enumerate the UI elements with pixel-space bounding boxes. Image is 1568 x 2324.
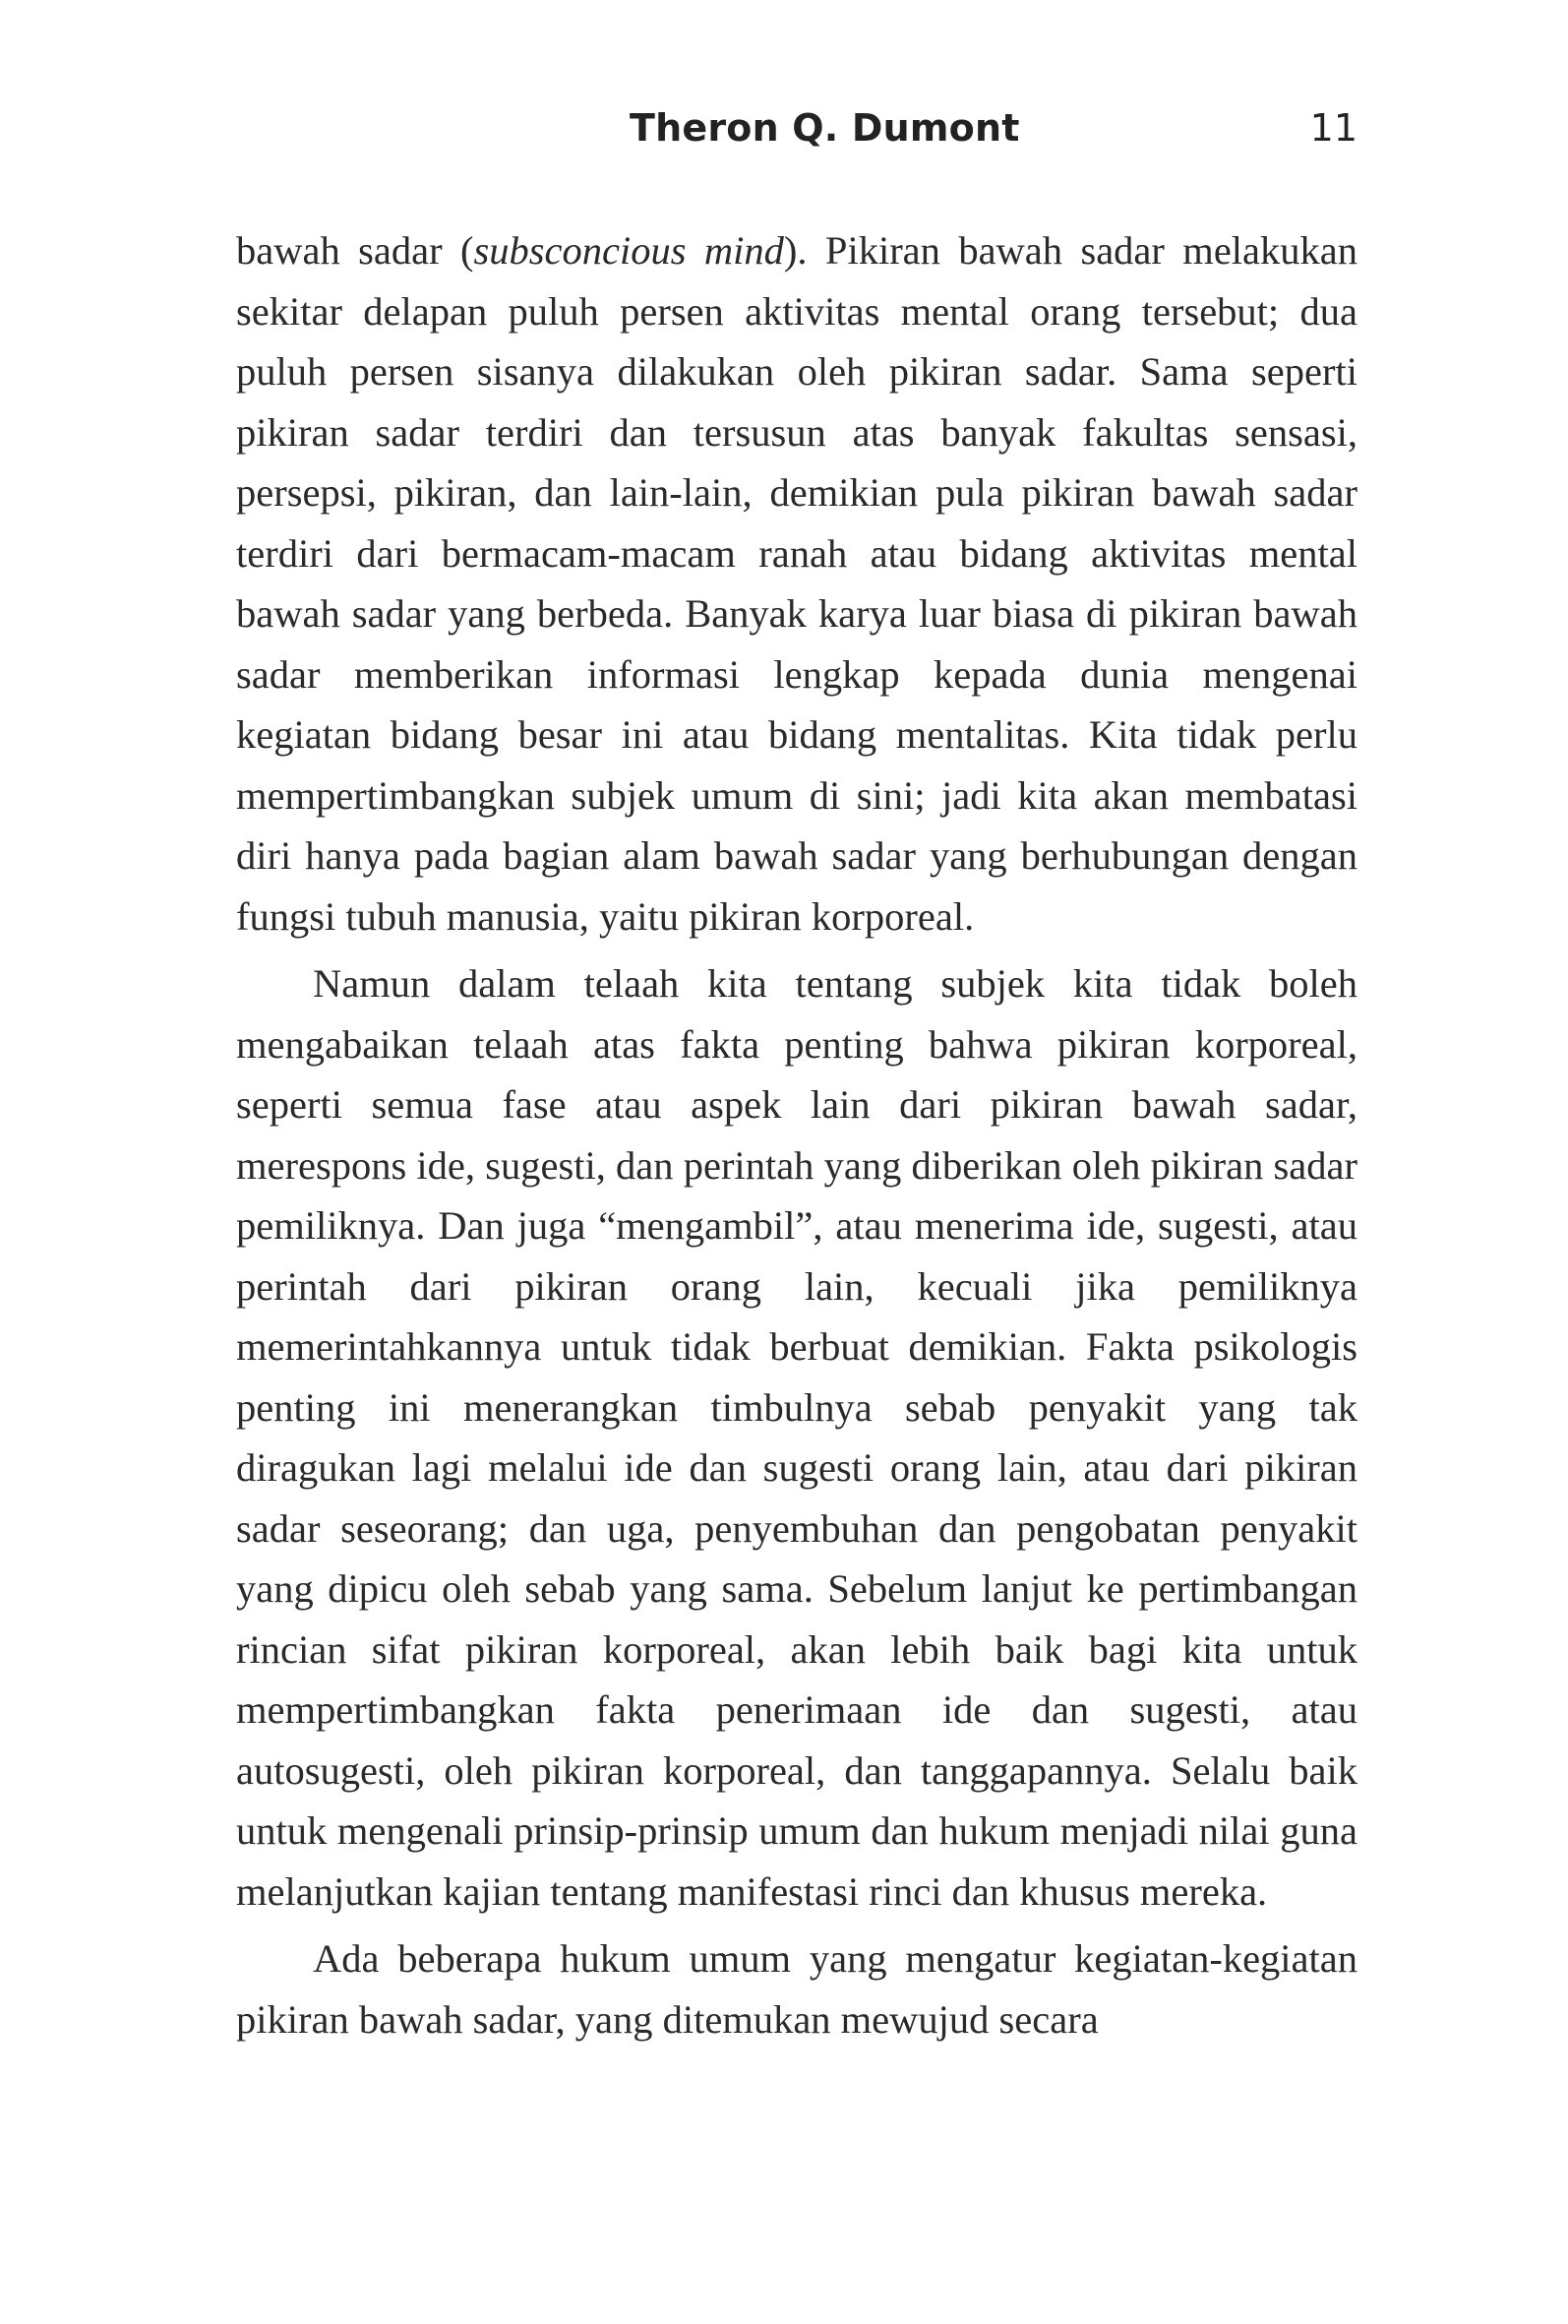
paragraph-continued xyxy=(236,220,1357,947)
running-header xyxy=(236,106,1357,165)
paragraph-text: ). Pikiran bawah sadar melakukan sekitar delapan puluh persen aktivitas mental orang tersebut; dua puluh persen sisanya dilakukan oleh pikiran sadar. Sama seperti pikiran sadar terdiri dan tersusun atas banyak fakultas sensasi, persepsi, pikiran, dan lain-lain, demikian pula pikiran bawah sadar terdiri dari bermacam-macam ranah atau bidang aktivitas mental bawah sadar yang berbeda. Banyak karya luar biasa di pikiran bawah sadar memberikan informasi lengkap kepada dunia mengenai kegiatan bidang besar ini atau bidang mentalitas. Kita tidak perlu mempertimbangkan subjek umum di sini; jadi kita akan membatasi diri hanya pada bagian alam bawah sadar yang berhubungan dengan fungsi tubuh manusia, yaitu pikiran korporeal. xyxy=(236,228,1357,939)
paragraph: Ada beberapa hukum umum yang mengatur kegiatan-kegiatan pikiran bawah sadar, yang ditemukan mewujud secara xyxy=(236,1936,1357,2042)
italic-term: subsconcious mind xyxy=(473,228,784,273)
author-name: Theron Q. Dumont xyxy=(630,106,1020,150)
paragraph-text: bawah sadar ( xyxy=(236,228,474,273)
page-number: 11 xyxy=(1309,106,1357,150)
body-text xyxy=(236,220,1357,2056)
paragraph: Namun dalam telaah kita tentang subjek kita tidak boleh mengabaikan telaah atas fakta penting bahwa pikiran korporeal, seperti semua fase atau aspek lain dari pikiran bawah sadar, merespons ide, sugesti, dan perintah yang diberikan oleh pikiran sadar pemiliknya. Dan juga “mengambil”, atau menerima ide, sugesti, atau perintah dari pikiran orang lain, kecuali jika pemiliknya memerintahkannya untuk tidak berbuat demikian. Fakta psikologis penting ini menerangkan timbulnya sebab penyakit yang tak diragukan lagi melalui ide dan sugesti orang lain, atau dari pikiran sadar seseorang; dan uga, penyembuhan dan pengobatan penyakit yang dipicu oleh sebab yang sama. Sebelum lanjut ke pertimbangan rincian sifat pikiran korporeal, akan lebih baik bagi kita untuk mempertimbangkan fakta penerimaan ide dan sugesti, atau autosugesti, oleh pikiran korporeal, dan tanggapannya. Selalu baik untuk mengenali prinsip-prinsip umum dan hukum menjadi nilai guna melanjutkan kajian tentang manifestasi rinci dan khusus mereka. xyxy=(236,961,1357,1914)
